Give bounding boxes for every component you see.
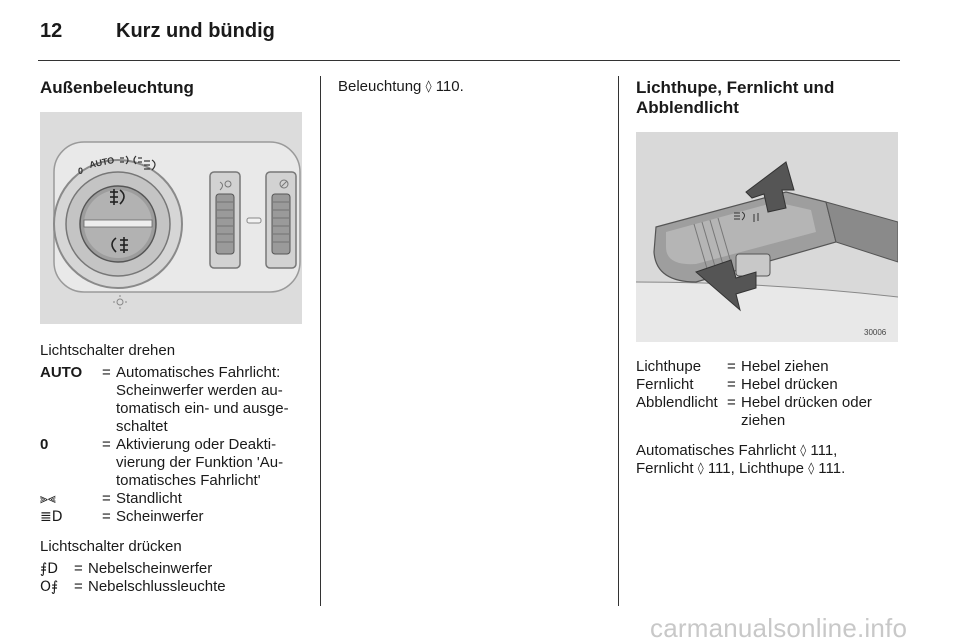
page-header xyxy=(40,18,920,62)
term-low-beam: Abblendlicht xyxy=(636,394,718,411)
column-continuation xyxy=(338,76,600,96)
desc-headlight: Scheinwerfer xyxy=(116,508,204,525)
caption-rotate: Lichtschalter drehen xyxy=(40,342,176,359)
equals-sign: = xyxy=(102,508,111,525)
stalk-illustration xyxy=(636,132,898,342)
page-reference-icon: ◊ xyxy=(808,461,815,475)
term-flash: Lichthupe xyxy=(636,358,702,375)
term-zero: 0 xyxy=(40,436,49,453)
headlight-definitions xyxy=(636,358,898,430)
equals-sign: = xyxy=(727,376,736,393)
ref-flash-label: Lichthupe xyxy=(738,460,805,477)
headlight-symbol-icon: ≣D xyxy=(40,509,63,525)
section-heading: Lichthupe, Fernlicht und Abblendlicht xyxy=(636,78,835,117)
figure-number: 30006 xyxy=(864,328,887,337)
equals-sign: = xyxy=(102,490,111,507)
equals-sign: = xyxy=(727,358,736,375)
page-title: Kurz und bündig xyxy=(116,20,275,42)
ref-auto-page: 111, xyxy=(810,442,838,459)
section-heading: Außenbeleuchtung xyxy=(40,78,194,97)
equals-sign: = xyxy=(102,364,111,381)
parking-light-symbol-icon: ⫸⫷ xyxy=(40,491,56,507)
desc-low-beam: Hebel drücken oder ziehen xyxy=(741,394,872,429)
dial-label-auto: AUTO xyxy=(88,154,116,170)
equals-sign: = xyxy=(74,560,83,577)
light-switch-figure xyxy=(40,112,302,324)
desc-zero: Aktivierung oder Deakti-vierung der Funktion 'Au-tomatisches Fahrlicht' xyxy=(116,436,284,489)
lighting-reference xyxy=(338,78,600,96)
equals-sign: = xyxy=(74,578,83,595)
desc-parking-light: Standlicht xyxy=(116,490,182,507)
ref-high-beam-page: 111, xyxy=(707,460,735,477)
equals-sign: = xyxy=(102,436,111,453)
reference-page: 110. xyxy=(435,78,464,95)
reference-label: Beleuchtung xyxy=(338,78,422,95)
equals-sign: = xyxy=(727,394,736,411)
header-divider xyxy=(38,60,900,61)
page-reference-icon: ◊ xyxy=(697,461,704,475)
page-reference-icon: ◊ xyxy=(800,443,807,457)
caption-press: Lichtschalter drücken xyxy=(40,538,182,555)
rotate-definitions xyxy=(40,364,302,526)
press-definitions xyxy=(40,560,302,596)
desc-high-beam: Hebel drücken xyxy=(741,376,838,393)
fog-light-symbol-icon: ⨎D xyxy=(40,561,59,577)
column-divider-right xyxy=(618,76,619,606)
rear-fog-symbol-icon: O⨎ xyxy=(40,579,59,595)
watermark: carmanualsonline.info xyxy=(650,613,908,642)
term-high-beam: Fernlicht xyxy=(636,376,694,393)
term-auto: AUTO xyxy=(40,364,83,381)
ref-auto-label: Automatisches Fahrlicht xyxy=(636,442,797,459)
page-references xyxy=(636,442,898,478)
page-number: 12 xyxy=(40,20,63,42)
stalk-figure xyxy=(636,132,898,342)
page-reference-icon: ◊ xyxy=(425,79,432,93)
column-divider-left xyxy=(320,76,321,606)
dial-label-zero: 0 xyxy=(78,166,84,176)
light-switch-illustration xyxy=(40,112,302,324)
desc-rear-fog: Nebelschlussleuchte xyxy=(88,578,226,595)
desc-auto: Automatisches Fahrlicht: Scheinwerfer werden au-tomatisch ein- und ausge-schaltet xyxy=(116,364,289,435)
ref-flash-page: 111. xyxy=(818,460,846,477)
ref-high-beam-label: Fernlicht xyxy=(636,460,694,477)
desc-fog-light: Nebelscheinwerfer xyxy=(88,560,213,577)
desc-flash: Hebel ziehen xyxy=(741,358,829,375)
column-headlight-flash xyxy=(636,76,898,478)
column-exterior-lighting xyxy=(40,76,302,596)
